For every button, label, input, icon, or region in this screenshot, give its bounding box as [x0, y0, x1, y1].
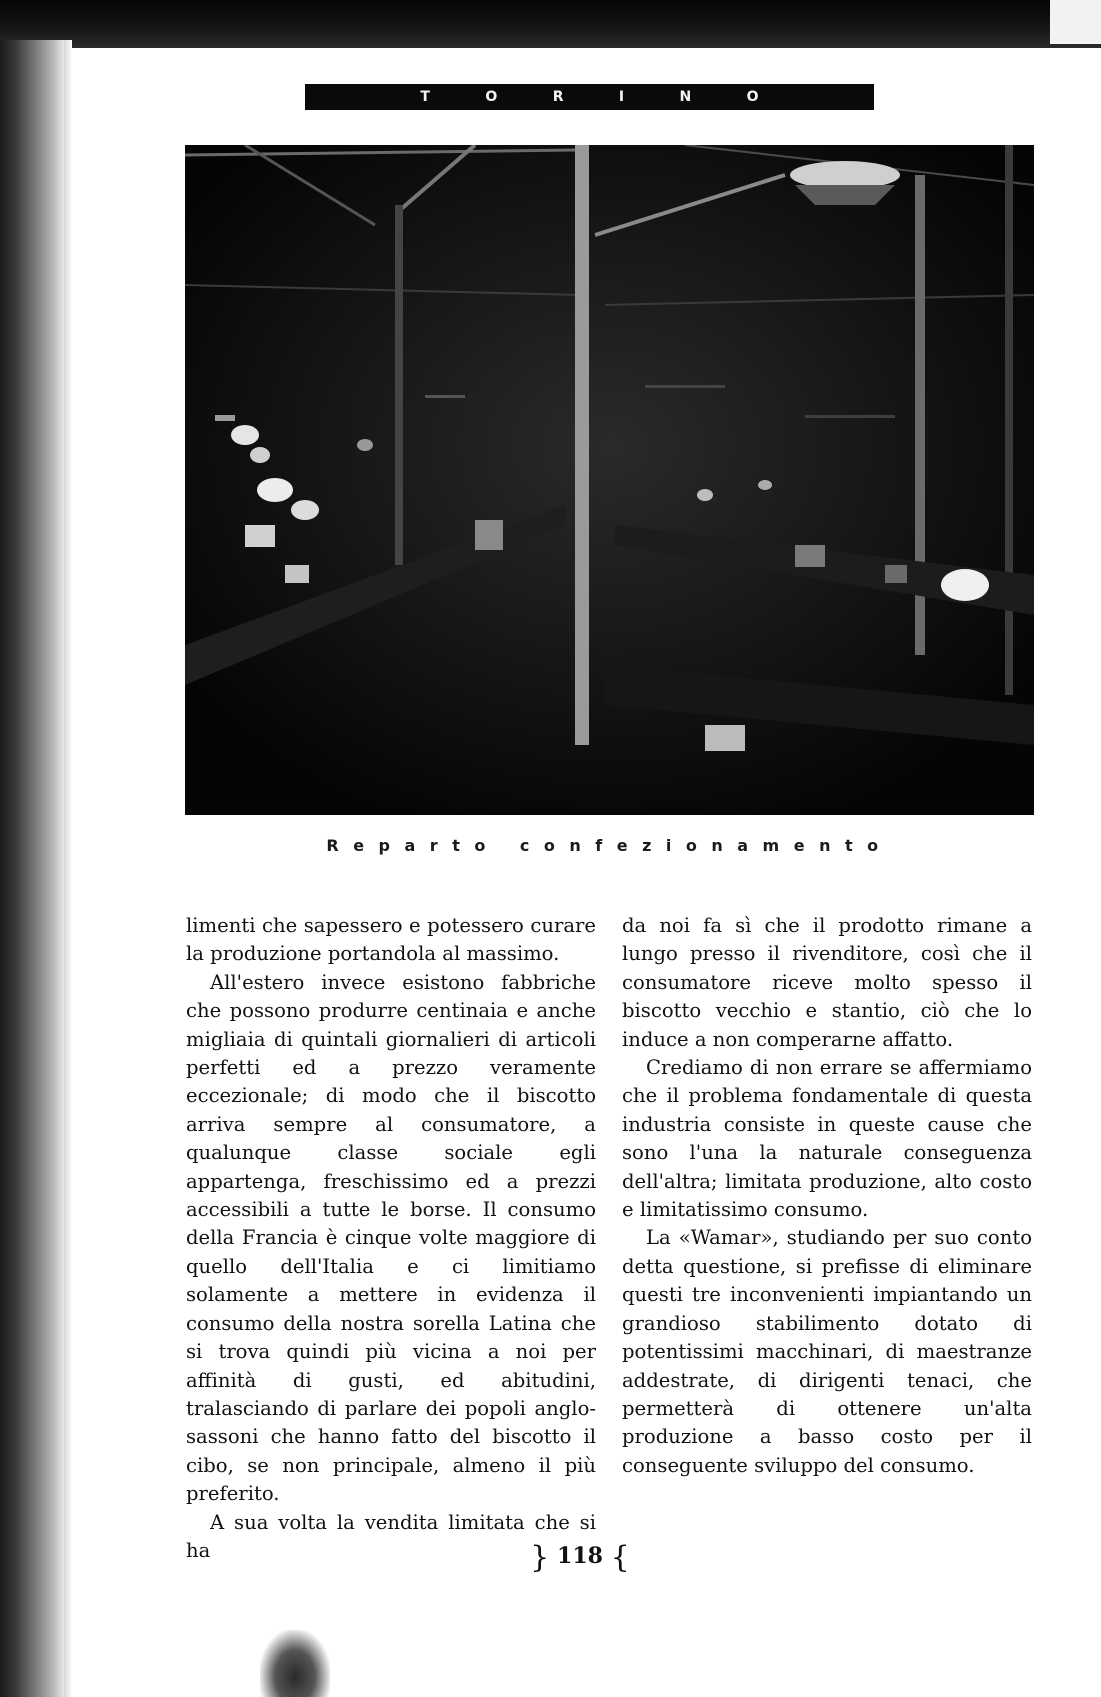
paragraph: limenti che sapessero e potessero curare la produzione portandola al massimo.: [186, 914, 596, 966]
header-letter: T: [420, 89, 430, 105]
ornament-right-icon: {: [610, 1540, 630, 1575]
ornament-left-icon: }: [530, 1540, 550, 1575]
page-number-value: 118: [557, 1543, 603, 1569]
figure-caption: Reparto confezionamento: [326, 836, 893, 855]
scan-top-notch: [1050, 0, 1101, 44]
header-letter: O: [485, 89, 498, 105]
running-header: [305, 84, 874, 110]
text-column-right: [622, 912, 1032, 1480]
book-binding-shadow: [0, 40, 64, 1697]
header-letter: I: [618, 89, 625, 105]
scan-top-shadow: [0, 0, 1101, 48]
header-letter: N: [679, 89, 692, 105]
factory-photograph: [185, 145, 1034, 815]
book-spine-edge: [64, 40, 72, 1697]
paragraph: All'estero invece esistono fabbriche che possono produrre centinaia e anche migliaia di quintali giornalieri di articoli perfetti ed a prezzo veramente eccezionale; di modo che il biscotto arriva sempre al consumatore, a qualunque classe sociale egli appartenga, freschissimo ed a prezzi accessibili a tutte le borse. Il consumo della Francia è cinque volte maggiore di quello dell'Italia e ci limitiamo solamente a mettere in evidenza il consumo della nostra sorella Latina che si trova quindi più vicina a noi per affinità di gusti, ed abitudini, tralasciando di parlare dei popoli anglo-sassoni che hanno fatto del biscotto il cibo, se non principale, almeno il più preferito.: [186, 970, 596, 1506]
paragraph: da noi fa sì che il prodotto rimane a lungo presso il rivenditore, così che il consumatore riceve molto spesso il biscotto vecchio e stantio, ciò che lo induce a non comperarne affatto.: [622, 914, 1032, 1051]
factory-photo-illustration: [185, 145, 1034, 815]
header-letter: O: [746, 89, 759, 105]
paragraph: A sua volta la vendita limitata che si ha: [186, 1510, 596, 1562]
header-letter: R: [552, 89, 564, 105]
page-number: [520, 1540, 640, 1580]
paragraph: Crediamo di non errare se affermiamo che il problema fondamentale di questa industria consiste in queste cause che sono l'una la naturale conseguenza dell'altra; limitata produzione, alto costo e limitatissimo consumo.: [622, 1056, 1032, 1222]
paragraph: La «Wamar», studiando per suo conto detta questione, si prefisse di eliminare questi tre inconvenienti impiantando un grandioso stabilimento dotato di potentissimi macchinari, di maestranze addestrate, di dirigenti tenaci, che permetterà di ottenere un'alta produzione a basso costo per il conseguente sviluppo del consumo.: [622, 1226, 1032, 1477]
scan-smudge: [260, 1630, 330, 1697]
text-column-left: [186, 912, 596, 1565]
